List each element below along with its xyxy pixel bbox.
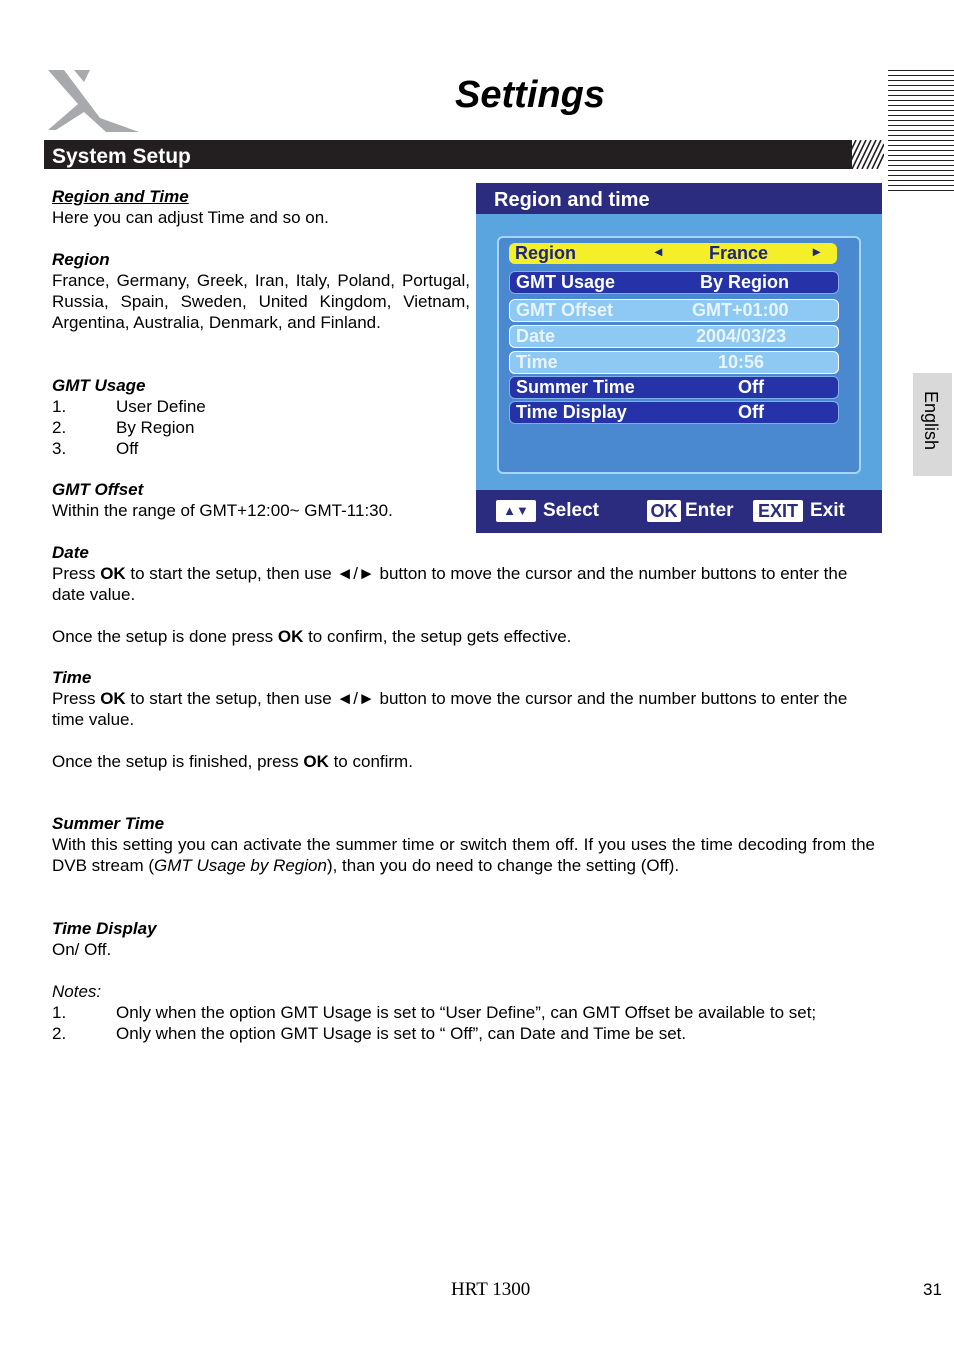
osd-row-value: France bbox=[709, 243, 769, 263]
osd-row-value: 2004/03/23 bbox=[696, 326, 787, 346]
ok-key-text: OK bbox=[100, 564, 126, 583]
list-number: 3. bbox=[52, 439, 67, 458]
list-text: By Region bbox=[116, 418, 195, 437]
text-run: With this setting you can activate the summer time or switch them off. If you uses the time decoding from the DVB stream ( bbox=[52, 835, 875, 875]
notes-heading: Notes: bbox=[52, 982, 102, 1001]
text-run: Once the setup is done press bbox=[52, 627, 278, 646]
select-hint: Select bbox=[543, 500, 599, 521]
text-run: ), than you do need to change the setting (Off). bbox=[326, 856, 680, 875]
gmt-usage-block bbox=[52, 375, 470, 459]
arrow-left-icon: ◂ bbox=[655, 243, 663, 259]
gmt-offset-heading: GMT Offset bbox=[52, 480, 144, 499]
list-item bbox=[52, 1023, 892, 1044]
osd-screen bbox=[476, 183, 882, 533]
text-run: Once the setup is finished, press bbox=[52, 752, 304, 771]
osd-row-value: Off bbox=[738, 402, 764, 422]
osd-row-label: Time bbox=[516, 352, 558, 372]
arrow-right-icon: ▸ bbox=[813, 243, 821, 259]
section-heading: System Setup bbox=[52, 145, 191, 168]
list-item bbox=[52, 438, 470, 459]
osd-row-summer-time[interactable] bbox=[509, 376, 839, 399]
time-display-text: On/ Off. bbox=[52, 940, 112, 959]
summer-time-block bbox=[52, 813, 875, 876]
list-number: 2. bbox=[52, 418, 67, 437]
section-bar-hatch bbox=[842, 140, 884, 174]
ok-key-text: OK bbox=[277, 627, 304, 646]
ok-key-icon: OK bbox=[647, 500, 681, 522]
text-run: Press bbox=[52, 564, 101, 583]
osd-row-gmt-offset[interactable] bbox=[509, 299, 839, 322]
time-heading: Time bbox=[52, 668, 92, 687]
osd-row-value: 10:56 bbox=[718, 352, 765, 372]
list-item bbox=[52, 1002, 892, 1023]
text-run: to confirm, the setup gets effective. bbox=[303, 627, 572, 646]
osd-row-date[interactable] bbox=[509, 325, 839, 348]
page-title: Settings bbox=[455, 74, 605, 116]
time-paragraph-1 bbox=[52, 688, 876, 730]
osd-row-label: Time Display bbox=[516, 402, 627, 422]
time-block bbox=[52, 667, 876, 772]
up-down-key-icon: ▲▼ bbox=[496, 500, 536, 522]
osd-menu-panel bbox=[497, 236, 861, 474]
time-display-block bbox=[52, 918, 876, 960]
region-heading: Region bbox=[52, 250, 110, 269]
summer-time-text bbox=[52, 834, 875, 876]
footer-brand: HRT 1300 bbox=[451, 1279, 531, 1300]
time-paragraph-2 bbox=[52, 751, 876, 772]
language-tab bbox=[913, 373, 952, 476]
osd-body bbox=[476, 214, 882, 490]
osd-row-region[interactable] bbox=[509, 243, 837, 264]
list-number: 1. bbox=[52, 1003, 67, 1022]
region-time-text: Here you can adjust Time and so on. bbox=[52, 208, 329, 227]
osd-row-label: Region bbox=[515, 243, 576, 263]
exit-hint: Exit bbox=[810, 500, 845, 521]
region-time-heading: Region and Time bbox=[52, 187, 189, 206]
date-block bbox=[52, 542, 876, 647]
text-run: to start the setup, then use ◄/► button to move the cursor and the number buttons to enter the time value. bbox=[52, 689, 848, 729]
osd-row-gmt-usage[interactable] bbox=[509, 271, 839, 294]
osd-row-time[interactable] bbox=[509, 351, 839, 374]
ok-key-text: OK bbox=[303, 752, 329, 771]
summer-time-heading: Summer Time bbox=[52, 814, 165, 833]
exit-key-icon: EXIT bbox=[753, 500, 803, 522]
osd-footer bbox=[476, 493, 882, 533]
notes-block bbox=[52, 981, 892, 1044]
text-run: to start the setup, then use ◄/► button to move the cursor and the number buttons to enter the date value. bbox=[52, 564, 848, 604]
list-text: User Define bbox=[116, 397, 206, 416]
region-block bbox=[52, 249, 470, 333]
osd-row-label: Date bbox=[516, 326, 556, 346]
osd-title: Region and time bbox=[494, 189, 650, 211]
text-run-italic: GMT Usage by Region bbox=[154, 856, 327, 875]
osd-row-label: Summer Time bbox=[516, 377, 635, 397]
text-run: to confirm. bbox=[328, 752, 413, 771]
region-time-block bbox=[52, 186, 470, 228]
page-number: 31 bbox=[923, 1280, 942, 1299]
date-heading: Date bbox=[52, 543, 89, 562]
language-label: English bbox=[921, 391, 941, 451]
list-text: Only when the option GMT Usage is set to “ Off”, can Date and Time be set. bbox=[116, 1024, 687, 1043]
decorative-lines bbox=[888, 70, 954, 195]
ok-key-text: OK bbox=[100, 689, 126, 708]
list-item bbox=[52, 396, 470, 417]
time-display-heading: Time Display bbox=[52, 919, 157, 938]
gmt-offset-block bbox=[52, 479, 470, 521]
gmt-offset-text: Within the range of GMT+12:00~ GMT-11:30. bbox=[52, 501, 393, 520]
region-text: France, Germany, Greek, Iran, Italy, Poland, Portugal, Russia, Spain, Sweden, United Kingdom, Vietnam, Argentina, Australia, Denmark, and Finland. bbox=[52, 271, 470, 332]
enter-hint: Enter bbox=[685, 500, 734, 521]
text-run: Press bbox=[52, 689, 101, 708]
osd-row-time-display[interactable] bbox=[509, 401, 839, 424]
list-number: 2. bbox=[52, 1024, 67, 1043]
osd-row-value: By Region bbox=[700, 272, 790, 292]
osd-row-value: Off bbox=[738, 377, 764, 397]
osd-row-label: GMT Offset bbox=[516, 300, 613, 320]
date-paragraph-2 bbox=[52, 626, 876, 647]
osd-row-value: GMT+01:00 bbox=[692, 300, 789, 320]
osd-row-label: GMT Usage bbox=[516, 272, 616, 292]
list-text: Off bbox=[116, 439, 139, 458]
gmt-usage-heading: GMT Usage bbox=[52, 376, 146, 395]
list-item bbox=[52, 417, 470, 438]
list-number: 1. bbox=[52, 397, 67, 416]
list-text: Only when the option GMT Usage is set to “User Define”, can GMT Offset be available to set; bbox=[116, 1003, 817, 1022]
date-paragraph-1 bbox=[52, 563, 876, 605]
